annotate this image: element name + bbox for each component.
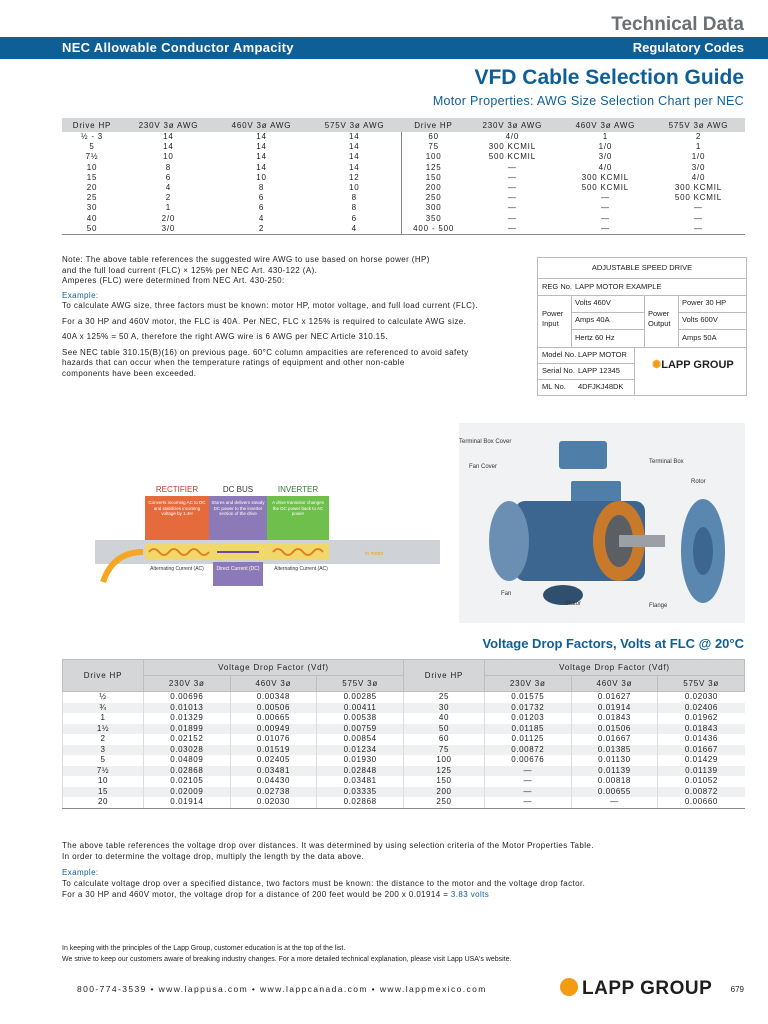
vd-cell: 5: [63, 755, 144, 766]
note-line: components have been exceeded.: [62, 368, 197, 378]
awg-cell: —: [600, 203, 610, 213]
serial-label: Serial No.: [542, 366, 575, 375]
vd-row: [63, 724, 745, 735]
awg-cell: 8: [351, 203, 357, 213]
awg-header: Drive HP: [401, 118, 466, 132]
ml-label: ML No.: [542, 382, 566, 391]
vd-cell: 0.00411: [317, 703, 404, 714]
vd-cell: 1½: [63, 724, 144, 735]
vd-cell: 0.01667: [658, 745, 745, 756]
vd-cell: 0.00949: [230, 724, 317, 735]
vd-cell: 0.00759: [317, 724, 404, 735]
model-label: Model No.: [542, 350, 577, 359]
vd-cell: 0.01962: [658, 713, 745, 724]
technical-data-heading: Technical Data: [611, 14, 744, 35]
awg-cell: 1: [165, 203, 172, 213]
dc-bus-label: DC BUS: [222, 485, 254, 494]
awg-cell: 250: [401, 193, 466, 203]
footer-note-line: We strive to keep our customers aware of breaking industry changes. For a more detailed technical explanation, please visit Lapp USA's website.: [62, 956, 512, 963]
to-motor-label: to motor: [365, 551, 384, 557]
section-category: Regulatory Codes: [632, 40, 744, 55]
vd-subheader: 230V 3ø: [484, 676, 571, 692]
awg-cell: 6: [165, 172, 172, 182]
vd-row: [63, 703, 745, 714]
inverter-label: INVERTER: [277, 485, 319, 494]
awg-row: [62, 152, 745, 162]
awg-header: 575V 3ø AWG: [652, 118, 745, 132]
voltage-drop-title: Voltage Drop Factors, Volts at FLC @ 20°C: [482, 636, 744, 651]
lapp-logo-icon: ✺: [652, 359, 662, 371]
vd-row: [63, 713, 745, 724]
fan-cover-label: Fan Cover: [469, 464, 498, 470]
awg-cell: —: [507, 203, 517, 213]
section-bar: [0, 37, 768, 59]
vd-header-drive-hp: Drive HP: [63, 660, 144, 692]
vd-subheader: 230V 3ø: [144, 676, 231, 692]
vd-row: [63, 776, 745, 787]
awg-cell: 14: [163, 142, 174, 152]
awg-header: 230V 3ø AWG: [122, 118, 215, 132]
vd-cell: 60: [403, 734, 484, 745]
page-number: 679: [730, 985, 744, 994]
vd-cell: 0.02848: [317, 766, 404, 777]
awg-row: [62, 183, 745, 193]
awg-cell: 100: [401, 152, 466, 162]
awg-row: [62, 142, 745, 152]
vd-cell: —: [484, 776, 571, 787]
rotor-label: Rotor: [691, 479, 706, 485]
vd-cell: —: [484, 787, 571, 798]
awg-cell: 30: [86, 203, 98, 213]
awg-cell: 125: [401, 163, 466, 173]
awg-cell: 14: [163, 132, 174, 142]
dc-label: Direct Current (DC): [216, 566, 260, 572]
rectifier-desc: Converts incoming AC to DC and stabilizes incoming voltage by 1.4H: [148, 500, 206, 516]
vd-cell: 0.00506: [230, 703, 317, 714]
vd-cell: 0.00872: [484, 745, 571, 756]
note-line: For a 30 HP and 460V motor, the FLC is 40A. Per NEC, FLC x 125% is required to calculate AWG size.: [62, 316, 467, 326]
ac-out-label: Alternating Current (AC): [274, 566, 328, 572]
awg-cell: 2: [165, 193, 172, 203]
awg-cell: 6: [258, 203, 265, 213]
nameplate-title: ADJUSTABLE SPEED DRIVE: [538, 258, 746, 279]
terminal-box-cover-label: Terminal Box Cover: [459, 439, 512, 445]
vd-header-drive-hp: Drive HP: [403, 660, 484, 692]
footer-logo: [560, 978, 712, 1000]
awg-cell: 75: [401, 142, 466, 152]
vd-cell: ½: [63, 692, 144, 703]
awg-cell: 8: [351, 193, 357, 203]
nameplate-logo: [652, 358, 734, 371]
vd-cell: 50: [403, 724, 484, 735]
vd-cell: 0.03481: [230, 766, 317, 777]
note-line: Note: The above table references the suggested wire AWG to use based on horse power (HP): [62, 255, 430, 264]
vd-cell: 0.02030: [230, 797, 317, 808]
note-line: The above table references the voltage drop over distances. It was determined by using selection criteria of the Motor Properties Table.: [62, 841, 594, 850]
vd-cell: 150: [403, 776, 484, 787]
vd-cell: 0.02009: [144, 787, 231, 798]
awg-cell: —: [600, 213, 610, 223]
awg-cell: 8: [165, 162, 172, 172]
vd-cell: 0.01185: [484, 724, 571, 735]
note-line: and the full load current (FLC) × 125% per NEC Art. 430-122 (A).: [62, 265, 318, 275]
dc-bus-desc: Stores and delivers steady DC power to the inverter section of the drive: [211, 500, 265, 516]
hertz-in: Hertz 60 Hz: [575, 333, 615, 342]
vd-row: [63, 766, 745, 777]
vd-row: [63, 797, 745, 808]
fan-label: Fan: [501, 591, 512, 597]
awg-cell: 2: [215, 224, 308, 235]
vd-cell: 0.02405: [230, 755, 317, 766]
vd-cell: ¾: [63, 703, 144, 714]
awg-cell: —: [652, 224, 745, 235]
vd-cell: 0.01899: [144, 724, 231, 735]
vd-cell: 0.01013: [144, 703, 231, 714]
page-subtitle: Motor Properties: AWG Size Selection Chart per NEC: [432, 94, 744, 108]
vd-cell: 0.02105: [144, 776, 231, 787]
vd-cell: 0.01575: [484, 692, 571, 703]
note-line: 40A x 125% = 50 A, therefore the right AWG wire is 6 AWG per NEC Article 310.15.: [62, 332, 388, 341]
vd-cell: 0.00696: [144, 692, 231, 703]
vd-cell: 0.00655: [571, 787, 658, 798]
volts-out: Volts 600V: [682, 315, 718, 324]
vd-cell: 0.01627: [571, 692, 658, 703]
awg-table: [62, 118, 745, 235]
awg-row: [62, 214, 745, 224]
awg-cell: 6: [351, 213, 357, 223]
note-line: [62, 889, 745, 900]
awg-cell: 14: [256, 132, 267, 142]
awg-cell: 350: [401, 214, 466, 224]
awg-cell: 14: [256, 142, 267, 152]
footer-logo-text: LAPP GROUP: [582, 978, 713, 999]
section-title: NEC Allowable Conductor Ampacity: [62, 40, 294, 55]
vd-cell: 0.01385: [571, 745, 658, 756]
awg-cell: 2/0: [161, 213, 176, 223]
vd-cell: 0.03028: [144, 745, 231, 756]
vd-cell: 1: [63, 713, 144, 724]
vd-row: [63, 692, 745, 703]
vd-cell: —: [571, 797, 658, 808]
awg-cell: 3/0: [598, 152, 613, 162]
vd-cell: 0.02868: [144, 766, 231, 777]
vd-row: [63, 787, 745, 798]
vd-header-group: Voltage Drop Factor (Vdf): [144, 660, 404, 676]
vd-cell: 0.01930: [317, 755, 404, 766]
awg-notes: [62, 255, 532, 379]
amps-out: Amps 50A: [682, 333, 717, 342]
voltage-drop-table: [62, 659, 745, 809]
vd-subheader: 575V 3ø: [317, 676, 404, 692]
vd-cell: —: [484, 797, 571, 808]
vd-example-result: 3.83 volts: [450, 890, 490, 899]
awg-cell: —: [507, 213, 517, 223]
awg-cell: 10: [163, 152, 174, 162]
vd-cell: 0.01203: [484, 713, 571, 724]
vd-cell: 0.01732: [484, 703, 571, 714]
vd-cell: 0.00348: [230, 692, 317, 703]
vd-header-group: Voltage Drop Factor (Vdf): [484, 660, 744, 676]
vd-cell: 0.00285: [317, 692, 404, 703]
ml-value: 4DFJKJ48DK: [578, 382, 624, 391]
vd-cell: 0.02738: [230, 787, 317, 798]
awg-cell: —: [600, 193, 610, 203]
awg-cell: 10: [86, 162, 98, 172]
awg-cell: 40: [86, 213, 98, 223]
vd-cell: 75: [403, 745, 484, 756]
awg-cell: 8: [258, 183, 265, 193]
vd-cell: 7½: [63, 766, 144, 777]
model-value: LAPP MOTOR: [578, 350, 627, 359]
awg-header: 460V 3ø AWG: [559, 118, 652, 132]
nameplate-box: [537, 257, 747, 396]
vd-row: [63, 734, 745, 745]
vd-subheader: 460V 3ø: [230, 676, 317, 692]
vd-cell: 10: [63, 776, 144, 787]
awg-cell: 60: [401, 132, 466, 142]
awg-cell: 14: [349, 142, 360, 152]
note-line: Amperes (FLC) were determined from NEC Art. 430-250:: [62, 276, 285, 285]
awg-cell: 500 KCMIL: [581, 183, 629, 193]
vd-cell: 0.00665: [230, 713, 317, 724]
awg-cell: 14: [256, 162, 267, 172]
note-line: hazards that can occur when the temperature ratings of equipment and other non-cable: [62, 358, 405, 367]
footer-note-line: In keeping with the principles of the Lapp Group, customer education is at the top of the list.: [62, 945, 346, 952]
vd-cell: 0.00538: [317, 713, 404, 724]
note-line: To calculate voltage drop over a specified distance, two factors must be known: the distance to the motor and the voltage drop factor.: [62, 879, 586, 888]
awg-cell: 150: [401, 173, 466, 183]
awg-cell: 500 KCMIL: [488, 152, 536, 162]
vd-cell: 0.00676: [484, 755, 571, 766]
vd-cell: 0.01843: [571, 713, 658, 724]
awg-cell: 5: [89, 142, 95, 152]
awg-cell: 1/0: [598, 142, 613, 152]
vd-row: [63, 755, 745, 766]
vd-example-text: For a 30 HP and 460V motor, the voltage drop for a distance of 200 feet would be 200 x 0.01914 =: [62, 890, 449, 899]
vd-row: [63, 745, 745, 756]
vd-cell: 250: [403, 797, 484, 808]
note-line: In order to determine the voltage drop, multiply the length by the data above.: [62, 852, 365, 861]
vd-cell: 0.00872: [658, 787, 745, 798]
awg-cell: 50: [62, 224, 122, 235]
flange-label: Flange: [649, 603, 668, 609]
vd-cell: 40: [403, 713, 484, 724]
awg-row: [62, 132, 745, 142]
awg-cell: 300 KCMIL: [488, 142, 536, 152]
awg-cell: —: [694, 203, 703, 213]
note-line: See NEC table 310.15(B)(16) on previous page. 60°C column ampacities are referenced to avoid safety: [62, 347, 469, 357]
awg-cell: 300 KCMIL: [581, 172, 629, 182]
rectifier-label: RECTIFIER: [155, 485, 199, 494]
vd-cell: 0.00818: [571, 776, 658, 787]
vd-cell: 125: [403, 766, 484, 777]
vd-cell: 100: [403, 755, 484, 766]
awg-row: [62, 224, 745, 235]
vd-cell: 0.01130: [571, 755, 658, 766]
awg-cell: 6: [258, 193, 265, 203]
vd-cell: 0.01139: [571, 766, 658, 777]
awg-cell: 2: [695, 132, 702, 142]
awg-cell: 400 - 500: [401, 224, 466, 235]
vd-cell: 0.01436: [658, 734, 745, 745]
awg-cell: 3/0: [122, 224, 215, 235]
power-input-label: Power Input: [542, 309, 564, 328]
vd-cell: 30: [403, 703, 484, 714]
motor-diagram: [459, 423, 745, 623]
reg-value: LAPP MOTOR EXAMPLE: [575, 282, 662, 291]
awg-cell: 14: [256, 152, 267, 162]
awg-header: 575V 3ø AWG: [308, 118, 401, 132]
awg-cell: —: [507, 183, 517, 193]
vd-cell: —: [484, 766, 571, 777]
awg-cell: 500 KCMIL: [674, 193, 723, 203]
vd-cell: 0.01125: [484, 734, 571, 745]
vd-cell: 0.01914: [144, 797, 231, 808]
awg-cell: 1/0: [691, 152, 706, 162]
vd-cell: 0.01914: [571, 703, 658, 714]
awg-cell: 14: [349, 162, 360, 172]
vd-cell: 0.03481: [317, 776, 404, 787]
amps-in: Amps 40A: [575, 315, 610, 324]
awg-cell: 3/0: [691, 162, 706, 172]
vd-subheader: 575V 3ø: [658, 676, 745, 692]
vd-cell: 25: [403, 692, 484, 703]
awg-cell: 7½: [85, 152, 99, 162]
awg-cell: 1: [695, 142, 702, 152]
awg-cell: 1: [602, 132, 608, 142]
vd-cell: 0.01429: [658, 755, 745, 766]
vd-cell: 0.01329: [144, 713, 231, 724]
awg-cell: 14: [349, 152, 360, 162]
example-label: Example:: [62, 868, 99, 877]
awg-header: Drive HP: [62, 118, 122, 132]
vd-cell: 200: [403, 787, 484, 798]
nameplate-logo-text: LAPP GROUP: [661, 359, 734, 371]
vd-cell: 0.00854: [317, 734, 404, 745]
note-line: To calculate AWG size, three factors must be known: motor HP, motor voltage, and full load current (FLC).: [62, 301, 478, 310]
example-label: Example:: [62, 290, 99, 300]
vd-cell: 0.01506: [571, 724, 658, 735]
vd-cell: 0.01519: [230, 745, 317, 756]
vd-cell: 2: [63, 734, 144, 745]
awg-row: [62, 163, 745, 173]
awg-row: [62, 173, 745, 183]
awg-cell: 15: [86, 172, 98, 182]
vfd-diagram: [95, 482, 440, 590]
awg-cell: 12: [349, 172, 360, 182]
footer-contact: 800-774-3539 • www.lappusa.com • www.lappcanada.com • www.lappmexico.com: [77, 984, 487, 994]
vd-cell: 0.01052: [658, 776, 745, 787]
awg-cell: 4: [165, 183, 172, 193]
power-output-label: Power Output: [648, 309, 671, 328]
footer-note: [62, 943, 511, 965]
awg-row: [62, 203, 745, 213]
awg-cell: 200: [401, 183, 466, 193]
awg-cell: 14: [349, 132, 360, 142]
ac-in-label: Alternating Current (AC): [150, 566, 204, 572]
awg-cell: 10: [256, 172, 267, 182]
power-out: Power 30 HP: [682, 298, 727, 307]
awg-cell: 4/0: [505, 132, 520, 142]
vd-cell: 0.02152: [144, 734, 231, 745]
page-title: VFD Cable Selection Guide: [474, 66, 744, 89]
voltage-drop-notes: [62, 840, 745, 900]
serial-value: LAPP 12345: [578, 366, 620, 375]
awg-cell: —: [466, 224, 559, 235]
vd-cell: 0.02406: [658, 703, 745, 714]
awg-cell: 10: [349, 183, 360, 193]
vd-cell: 0.01076: [230, 734, 317, 745]
vd-cell: 0.00660: [658, 797, 745, 808]
stator-label: Stator: [565, 601, 582, 607]
vd-cell: 0.01667: [571, 734, 658, 745]
awg-cell: —: [507, 172, 517, 182]
awg-cell: 20: [86, 183, 98, 193]
awg-cell: 4/0: [598, 162, 613, 172]
awg-cell: —: [559, 224, 652, 235]
vd-cell: 15: [63, 787, 144, 798]
terminal-box-label: Terminal Box: [649, 459, 684, 465]
awg-cell: 4: [258, 213, 265, 223]
vd-cell: 0.04809: [144, 755, 231, 766]
awg-cell: 25: [86, 193, 98, 203]
awg-cell: —: [694, 213, 703, 223]
awg-row: [62, 193, 745, 203]
awg-header: 230V 3ø AWG: [466, 118, 559, 132]
lapp-logo-icon: [560, 978, 578, 996]
inverter-desc: A drive transistor changes the DC power back to AC power: [272, 500, 324, 516]
vd-cell: 0.02868: [317, 797, 404, 808]
vd-cell: 0.03335: [317, 787, 404, 798]
awg-cell: 300 KCMIL: [674, 183, 723, 193]
vd-subheader: 460V 3ø: [571, 676, 658, 692]
vd-cell: 3: [63, 745, 144, 756]
awg-cell: —: [507, 162, 517, 172]
awg-cell: —: [507, 193, 517, 203]
vd-cell: 20: [63, 797, 144, 808]
awg-cell: 4/0: [691, 172, 706, 182]
vd-cell: 0.02030: [658, 692, 745, 703]
awg-cell: ½ - 3: [80, 132, 104, 142]
vd-cell: 0.01843: [658, 724, 745, 735]
reg-label: REG No.: [542, 282, 573, 291]
awg-cell: 4: [308, 224, 401, 235]
awg-header: 460V 3ø AWG: [215, 118, 308, 132]
vd-cell: 0.01234: [317, 745, 404, 756]
volts-in: Volts 460V: [575, 298, 611, 307]
vd-cell: 0.01139: [658, 766, 745, 777]
awg-cell: 300: [401, 203, 466, 213]
vd-cell: 0.04430: [230, 776, 317, 787]
